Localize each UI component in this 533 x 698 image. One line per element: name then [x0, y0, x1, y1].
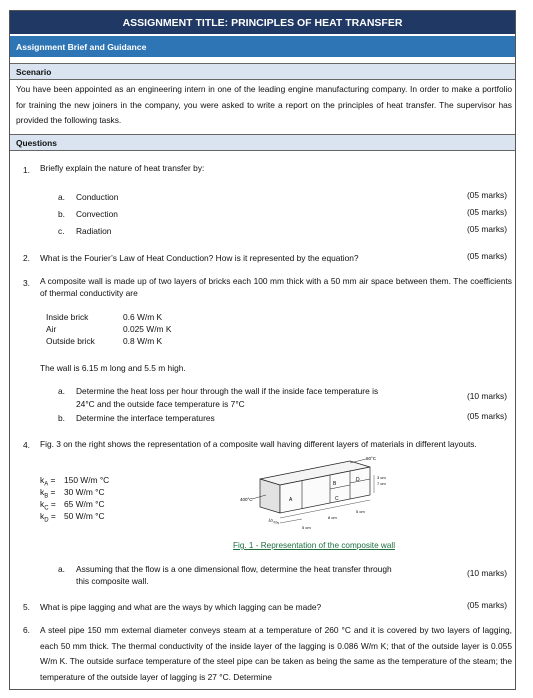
- q1-c-letter: c.: [58, 226, 65, 236]
- q3-a-marks: (10 marks): [466, 391, 507, 401]
- q5-marks: (05 marks): [466, 600, 507, 610]
- q6-text: A steel pipe 150 mm external diameter conveys steam at a temperature of 260 °C and it is covered by two layers of lagging, each 50 mm thick. The thermal conductivity of the inside layer of the lagging is 0.086 W/m K; that of the outside layer is 0.055 W/m K. The outside surface temperature of the steel pipe can be taken as being the same as the temperature of the steam; the temperature of the outside layer of lagging is 27 °C. Determine: [40, 625, 512, 682]
- q4-k-a-label: $k_A$ =: [40, 475, 56, 488]
- q3-material-air: Air: [46, 324, 57, 334]
- q1-c-marks: (05 marks): [466, 224, 507, 234]
- q4-text: Fig. 3 on the right shows the representation of a composite wall having different layers of materials in different layouts.: [40, 439, 477, 449]
- scenario-header: Scenario: [10, 63, 515, 80]
- q2-number: 2.: [23, 253, 30, 263]
- q3-a-line2: 24°C and the outside face temperature is 7°C: [76, 399, 245, 409]
- layer-c-label: C: [335, 496, 339, 502]
- q5-text: What is pipe lagging and what are the ways by which lagging can be made?: [40, 602, 322, 612]
- q1-text: Briefly explain the nature of heat transfer by:: [40, 163, 205, 173]
- q1-a-letter: a.: [58, 192, 65, 202]
- q4-k-d-label: $k_D$ =: [40, 511, 56, 524]
- q5-number: 5.: [23, 602, 30, 612]
- q4-number: 4.: [23, 440, 30, 450]
- q4-k-c-value: 65 W/m °C: [64, 499, 105, 509]
- dim-5cm-label-2: 5 cm: [356, 509, 365, 514]
- q1-b-marks: (05 marks): [466, 207, 507, 217]
- q1-a-text: Conduction: [76, 192, 119, 202]
- q3-a-letter: a.: [58, 386, 65, 396]
- dim-7cm-label: 7 cm: [377, 481, 386, 486]
- q3-material-outside: Outside brick: [46, 336, 95, 346]
- questions-header: Questions: [10, 134, 515, 151]
- dim-8cm-label: 8 cm: [328, 515, 337, 520]
- q4-a-letter: a.: [58, 564, 65, 574]
- layer-b-label: B: [333, 481, 337, 487]
- q6-number: 6.: [23, 625, 30, 635]
- q3-number: 3.: [23, 278, 30, 288]
- cold-temperature-label: 60°C: [366, 456, 377, 461]
- figure-caption: Fig. 1 - Representation of the composite wall: [233, 541, 396, 550]
- assignment-title: ASSIGNMENT TITLE: PRINCIPLES OF HEAT TRANSFER: [10, 11, 515, 34]
- q4-k-b-label: $k_B$ =: [40, 487, 56, 500]
- q3-b-letter: b.: [58, 413, 65, 423]
- q1-number: 1.: [23, 165, 30, 175]
- q3-a-line1: Determine the heat loss per hour through the wall if the inside face temperature is: [76, 386, 379, 396]
- composite-wall-figure: [238, 455, 398, 535]
- q4-k-b-value: 30 W/m °C: [64, 487, 105, 497]
- q1-b-text: Convection: [76, 209, 118, 219]
- layer-d-label: D: [356, 477, 360, 483]
- dim-5cm-label-1: 5 cm: [302, 525, 311, 530]
- q4-k-a-value: 150 W/m °C: [64, 475, 110, 485]
- q4-a-line2: this composite wall.: [76, 576, 149, 586]
- q3-b-text: Determine the interface temperatures: [76, 413, 215, 423]
- q4-k-d-value: 50 W/m °C: [64, 511, 105, 521]
- q4-a-marks: (10 marks): [466, 568, 507, 578]
- q3-k-inside: 0.6 W/m K: [123, 312, 163, 322]
- q4-a-line1: Assuming that the flow is a one dimensional flow, determine the heat transfer through: [76, 564, 392, 574]
- q2-text: What is the Fourier’s Law of Heat Conduction? How is it represented by the equation?: [40, 253, 359, 263]
- layer-a-label: A: [289, 497, 293, 503]
- q3-dimensions: The wall is 6.15 m long and 5.5 m high.: [40, 363, 186, 373]
- scenario-text: You have been appointed as an engineering intern in one of the leading engine manufacturing company. In order to make a portfolio for training the new joiners in the company, you were asked to write a report on the principles of heat transfer. The supervisor has provided the following tasks.: [16, 84, 512, 125]
- brief-header: Assignment Brief and Guidance: [10, 36, 515, 57]
- dim-3cm-label: 3 cm: [377, 475, 386, 480]
- q3-b-marks: (05 marks): [466, 411, 507, 421]
- q3-material-inside: Inside brick: [46, 312, 89, 322]
- dim-10cm-label: 10 cm: [267, 517, 280, 526]
- q3-k-outside: 0.8 W/m K: [123, 336, 163, 346]
- q3-k-air: 0.025 W/m K: [123, 324, 172, 334]
- q4-k-c-label: $k_C$ =: [40, 499, 56, 512]
- q2-marks: (05 marks): [466, 251, 507, 261]
- q1-c-text: Radiation: [76, 226, 112, 236]
- q3-text: A composite wall is made up of two layers of bricks each 100 mm thick with a 50 mm air space between them. The coefficients of thermal conductivity are: [40, 276, 512, 298]
- q1-a-marks: (05 marks): [466, 190, 507, 200]
- hot-temperature-label: 400°C: [240, 497, 253, 502]
- q1-b-letter: b.: [58, 209, 65, 219]
